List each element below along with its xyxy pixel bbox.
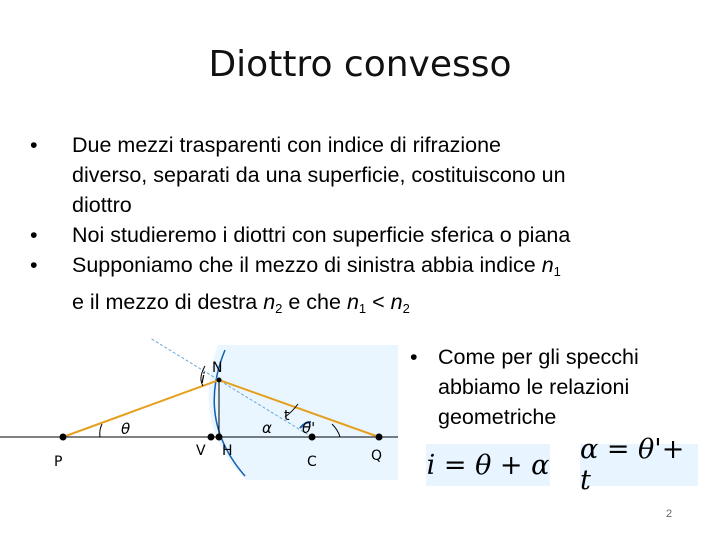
- n-symbol: n: [263, 290, 276, 314]
- label-theta-prime: θ': [302, 419, 316, 437]
- label-v: V: [196, 443, 206, 459]
- bullet-line: Noi studieremo i diottri con superficie sferica o piana: [72, 223, 571, 247]
- less-than: <: [366, 290, 391, 314]
- label-alpha: α: [262, 419, 272, 437]
- point-v: [208, 434, 215, 441]
- bullet-item: [30, 130, 700, 220]
- bullet-line: Due mezzi trasparenti con indice di rifrazione: [72, 133, 502, 157]
- bullet-item: [30, 220, 700, 250]
- subscript: 1: [553, 264, 561, 279]
- label-n: N: [212, 360, 223, 376]
- point-p: [60, 434, 67, 441]
- bullet-line: [72, 250, 700, 287]
- side-line: abbiamo le relazioni: [438, 375, 630, 399]
- n-symbol: n: [541, 253, 554, 277]
- side-line: Come per gli specchi: [438, 345, 639, 369]
- label-theta: θ: [121, 420, 131, 438]
- n-symbol: n: [346, 290, 359, 314]
- subscript: 2: [402, 301, 410, 316]
- point-n: [217, 378, 222, 383]
- bullet-line: diottro: [72, 193, 132, 217]
- bullet-text: e il mezzo di destra: [72, 290, 264, 314]
- bullet-line: diverso, separati da una superficie, costituiscono un: [72, 163, 566, 187]
- angle-theta-arc: [100, 424, 102, 437]
- label-c: C: [307, 454, 317, 470]
- bullet-dot: •: [30, 253, 38, 277]
- page-number: 2: [666, 508, 673, 520]
- right-medium: [209, 345, 398, 480]
- bullet-dot: •: [30, 133, 38, 157]
- point-h: [216, 434, 223, 441]
- subscript: 1: [358, 301, 367, 316]
- label-t: t: [284, 408, 290, 424]
- point-q: [376, 434, 383, 441]
- label-i: i: [201, 371, 205, 387]
- incident-ray: [63, 380, 219, 437]
- label-h: H: [222, 443, 233, 459]
- formula-i-theta-alpha: i = θ + α: [426, 444, 550, 486]
- page-title: Diottro convesso: [208, 44, 512, 85]
- bullet-item: [30, 250, 700, 324]
- label-p: P: [54, 454, 63, 470]
- bullet-text: Supponiamo che il mezzo di sinistra abbia indice: [72, 253, 542, 277]
- subscript: 2: [275, 301, 283, 316]
- side-line: geometriche: [438, 405, 557, 429]
- bullet-dot: •: [30, 223, 38, 247]
- bullet-dot: •: [410, 345, 418, 369]
- n-symbol: n: [390, 290, 403, 314]
- bullet-list: [30, 130, 700, 324]
- label-q: Q: [371, 448, 383, 464]
- bullet-line: [72, 287, 700, 324]
- bullet-text: e che: [282, 290, 347, 314]
- formula-alpha-theta-t: α = θ'+ t: [580, 444, 698, 486]
